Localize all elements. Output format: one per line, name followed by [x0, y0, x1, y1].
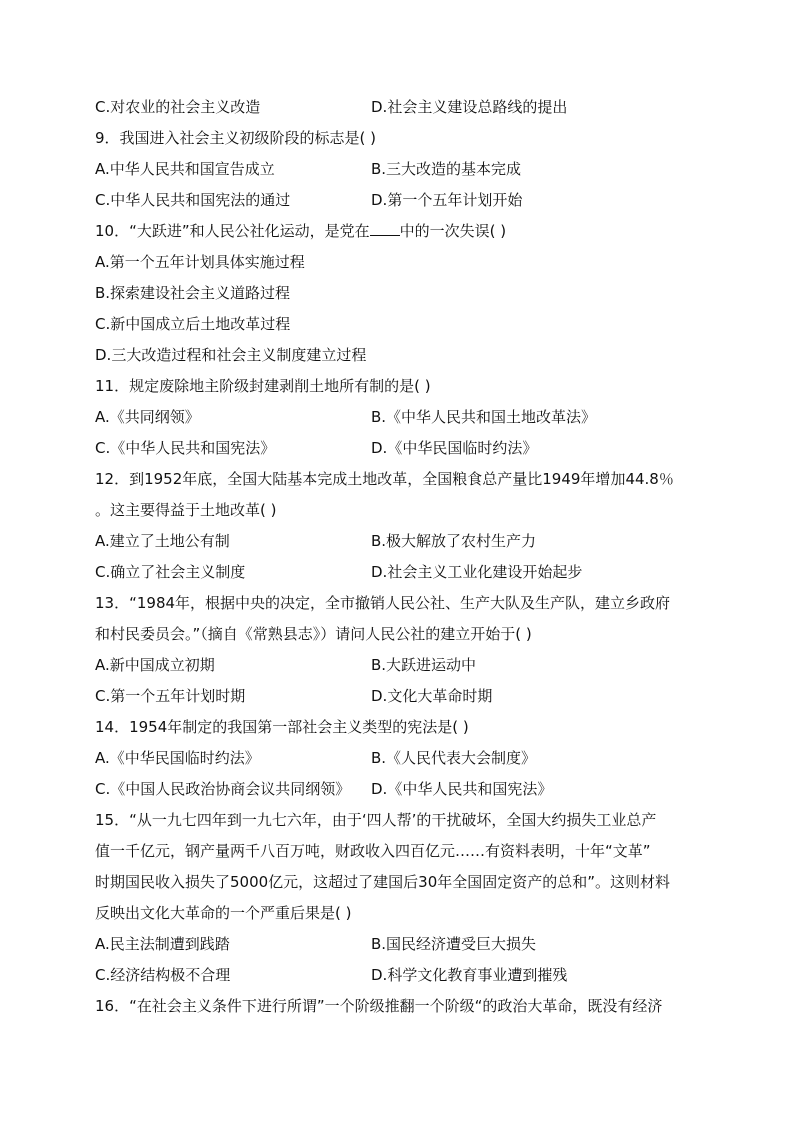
q10-stem-after: 中的一次失误( ) — [399, 222, 507, 240]
q15-option-b: B.国民经济遭受巨大损失 — [371, 935, 537, 953]
q15-options-ab — [95, 929, 695, 960]
q13-stem-line2: 和村民委员会。”（摘自《常熟县志》）请问人民公社的建立开始于( ) — [95, 625, 532, 643]
q13-option-b: B.大跃进运动中 — [371, 656, 477, 674]
q9-options-cd — [95, 185, 695, 216]
q15-stem-line2: 值一千亿元，钢产量两千八百万吨，财政收入四百亿元……有资料表明，十年“文革” — [95, 842, 651, 860]
q16-stem-line1: 16．“在社会主义条件下进行所谓”一个阶级推翻一个阶级“的政治大革命，既没有经济 — [95, 997, 663, 1015]
q12-option-b: B.极大解放了农村生产力 — [371, 532, 537, 550]
q12-options-cd — [95, 557, 695, 588]
q11-option-b: B.《中华人民共和国土地改革法》 — [371, 408, 597, 426]
q10-option-b: B.探索建设社会主义道路过程 — [95, 284, 291, 302]
q14-option-b: B.《人民代表大会制度》 — [371, 749, 537, 767]
q10-option-a: A.第一个五年计划具体实施过程 — [95, 253, 305, 271]
q12-options-ab — [95, 526, 695, 557]
q14-option-c: C.《中国人民政治协商会议共同纲领》 — [95, 780, 351, 798]
q15-option-a: A.民主法制遭到践踏 — [95, 935, 230, 953]
q14-options-ab — [95, 743, 695, 774]
q9-option-b: B.三大改造的基本完成 — [371, 160, 522, 178]
q11-options-cd — [95, 433, 695, 464]
q8-options-cd — [95, 92, 695, 123]
q11-option-d: D.《中华民国临时约法》 — [371, 439, 538, 457]
q15-options-cd — [95, 960, 695, 991]
q10-stem-before: 10．“大跃进”和人民公社化运动，是党在 — [95, 222, 370, 240]
q12-stem-line1: 12．到1952年底，全国大陆基本完成土地改革，全国粮食总产量比1949年增加44.8％ — [95, 470, 674, 488]
q9-option-a: A.中华人民共和国宣告成立 — [95, 160, 275, 178]
q13-options-ab — [95, 650, 695, 681]
q15-stem-line4: 反映出文化大革命的一个严重后果是( ) — [95, 904, 352, 922]
q9-option-d: D.第一个五年计划开始 — [371, 191, 523, 209]
q13-option-c: C.第一个五年计划时期 — [95, 687, 246, 705]
q14-stem: 14．1954年制定的我国第一部社会主义类型的宪法是( ) — [95, 718, 469, 736]
q15-option-d: D.科学文化教育事业遭到摧残 — [371, 966, 568, 984]
q14-options-cd — [95, 774, 695, 805]
q10-option-c: C.新中国成立后土地改革过程 — [95, 315, 291, 333]
q8-option-d: D.社会主义建设总路线的提出 — [371, 98, 568, 116]
exam-page — [95, 92, 695, 1022]
q12-stem-line2: 。这主要得益于土地改革( ) — [95, 501, 277, 519]
q14-option-a: A.《中华民国临时约法》 — [95, 749, 260, 767]
q15-option-c: C.经济结构极不合理 — [95, 966, 231, 984]
q11-options-ab — [95, 402, 695, 433]
q10-stem — [95, 216, 695, 247]
q13-option-d: D.文化大革命时期 — [371, 687, 493, 705]
q12-option-a: A.建立了土地公有制 — [95, 532, 230, 550]
q9-stem: 9．我国进入社会主义初级阶段的标志是( ) — [95, 129, 377, 147]
fill-blank — [370, 221, 400, 236]
q8-option-c: C.对农业的社会主义改造 — [95, 98, 261, 116]
q15-stem-line1: 15．“从一九七四年到一九七六年，由于‘四人帮’的干扰破坏，全国大约损失工业总产 — [95, 811, 657, 829]
q11-stem: 11．规定废除地主阶级封建剥削土地所有制的是( ) — [95, 377, 431, 395]
q11-option-c: C.《中华人民共和国宪法》 — [95, 439, 276, 457]
q11-option-a: A.《共同纲领》 — [95, 408, 200, 426]
q13-option-a: A.新中国成立初期 — [95, 656, 215, 674]
q15-stem-line3: 时期国民收入损失了5000亿元，这超过了建国后30年全国固定资产的总和”。这则材料 — [95, 873, 671, 891]
q9-options-ab — [95, 154, 695, 185]
q10-option-d: D.三大改造过程和社会主义制度建立过程 — [95, 346, 367, 364]
q9-option-c: C.中华人民共和国宪法的通过 — [95, 191, 291, 209]
q12-option-c: C.确立了社会主义制度 — [95, 563, 246, 581]
q14-option-d: D.《中华人民共和国宪法》 — [371, 780, 553, 798]
q13-stem-line1: 13．“1984年，根据中央的决定，全市撤销人民公社、生产大队及生产队，建立乡政府 — [95, 594, 671, 612]
q13-options-cd — [95, 681, 695, 712]
q12-option-d: D.社会主义工业化建设开始起步 — [371, 563, 583, 581]
